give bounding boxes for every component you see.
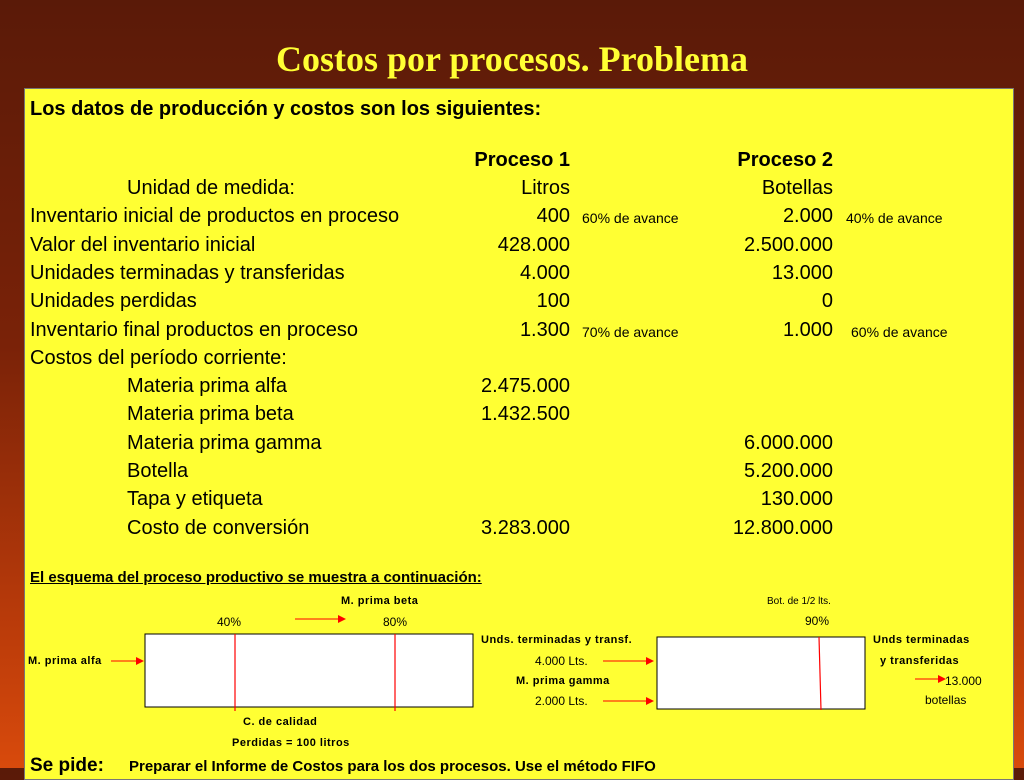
row-label: Inventario inicial de productos en proceso (30, 205, 400, 227)
units-transf-qty: 4.000 Lts. (535, 654, 588, 668)
row-value-proceso-2: 1.000 (782, 319, 833, 341)
row-value-proceso-1: 1.432.500 (481, 403, 570, 425)
perdidas-label: Perdidas = 100 litros (232, 737, 350, 749)
row-note-proceso-1: 70% de avance (582, 324, 679, 340)
units-transf-label: Unds. terminadas y transf. (481, 634, 633, 646)
pct-40-label: 40% (217, 615, 242, 629)
bottle-label: Bot. de 1/2 lts. (767, 596, 831, 607)
row-label: Unidades terminadas y transferidas (30, 262, 345, 284)
intro-text: Los datos de producción y costos son los siguientes: (30, 98, 542, 120)
se-pide-label: Se pide: (30, 755, 104, 776)
unds-terminadas-label: Unds terminadas (873, 634, 970, 646)
row-value-proceso-1: 1.300 (519, 319, 570, 341)
content-panel (24, 88, 1014, 780)
row-label: Materia prima alfa (127, 375, 288, 397)
row-note-proceso-2: 60% de avance (851, 324, 948, 340)
slide-title: Costos por procesos. Problema (276, 39, 748, 79)
y-transferidas-label: y transferidas (880, 655, 960, 667)
mp-gamma-label: M. prima gamma (516, 675, 610, 687)
row-value-proceso-1: 3.283.000 (481, 517, 570, 539)
pct-90-label: 90% (805, 614, 830, 628)
mp-beta-label: M. prima beta (341, 595, 419, 607)
row-value-proceso-2: 130.000 (760, 488, 833, 510)
calidad-label: C. de calidad (243, 716, 318, 728)
row-value-proceso-2: 6.000.000 (744, 432, 833, 454)
row-label: Tapa y etiqueta (127, 488, 263, 510)
row-value-proceso-2: 2.500.000 (744, 234, 833, 256)
row-value-proceso-1: 2.475.000 (481, 375, 570, 397)
se-pide-text: Preparar el Informe de Costos para los dos procesos. Use el método FIFO (129, 758, 656, 775)
row-note-proceso-2: 40% de avance (846, 210, 943, 226)
row-label: Unidad de medida: (127, 177, 295, 199)
row-value-proceso-1: 428.000 (497, 234, 570, 256)
row-value-proceso-2: 5.200.000 (744, 460, 833, 482)
mp-gamma-qty: 2.000 Lts. (535, 694, 588, 708)
row-label: Materia prima beta (127, 403, 294, 425)
row-label: Inventario final productos en proceso (30, 319, 358, 341)
process-2-box (657, 637, 865, 709)
row-value-proceso-1: Litros (521, 177, 570, 199)
row-label: Valor del inventario inicial (30, 234, 256, 256)
scheme-heading: El esquema del proceso productivo se muestra a continuación: (30, 569, 482, 586)
header-proceso-2: Proceso 2 (737, 149, 833, 171)
header-proceso-1: Proceso 1 (474, 149, 570, 171)
row-label: Materia prima gamma (127, 432, 322, 454)
pct-80-label: 80% (383, 615, 408, 629)
row-label: Botella (127, 460, 189, 482)
row-value-proceso-2: 12.800.000 (732, 517, 833, 539)
row-value-proceso-1: 400 (536, 205, 570, 227)
botellas-label: botellas (925, 693, 967, 707)
row-value-proceso-2: Botellas (761, 177, 833, 199)
mp-alfa-label: M. prima alfa (28, 655, 102, 667)
qty-13000-label: 13.000 (945, 674, 982, 688)
row-label: Costos del período corriente: (30, 347, 287, 369)
process-1-box (145, 634, 473, 707)
row-value-proceso-1: 100 (536, 290, 570, 312)
row-label: Unidades perdidas (30, 290, 197, 312)
row-value-proceso-1: 4.000 (519, 262, 570, 284)
row-note-proceso-1: 60% de avance (582, 210, 679, 226)
row-value-proceso-2: 0 (821, 290, 833, 312)
row-label: Costo de conversión (127, 517, 310, 539)
row-value-proceso-2: 13.000 (771, 262, 833, 284)
row-value-proceso-2: 2.000 (782, 205, 833, 227)
